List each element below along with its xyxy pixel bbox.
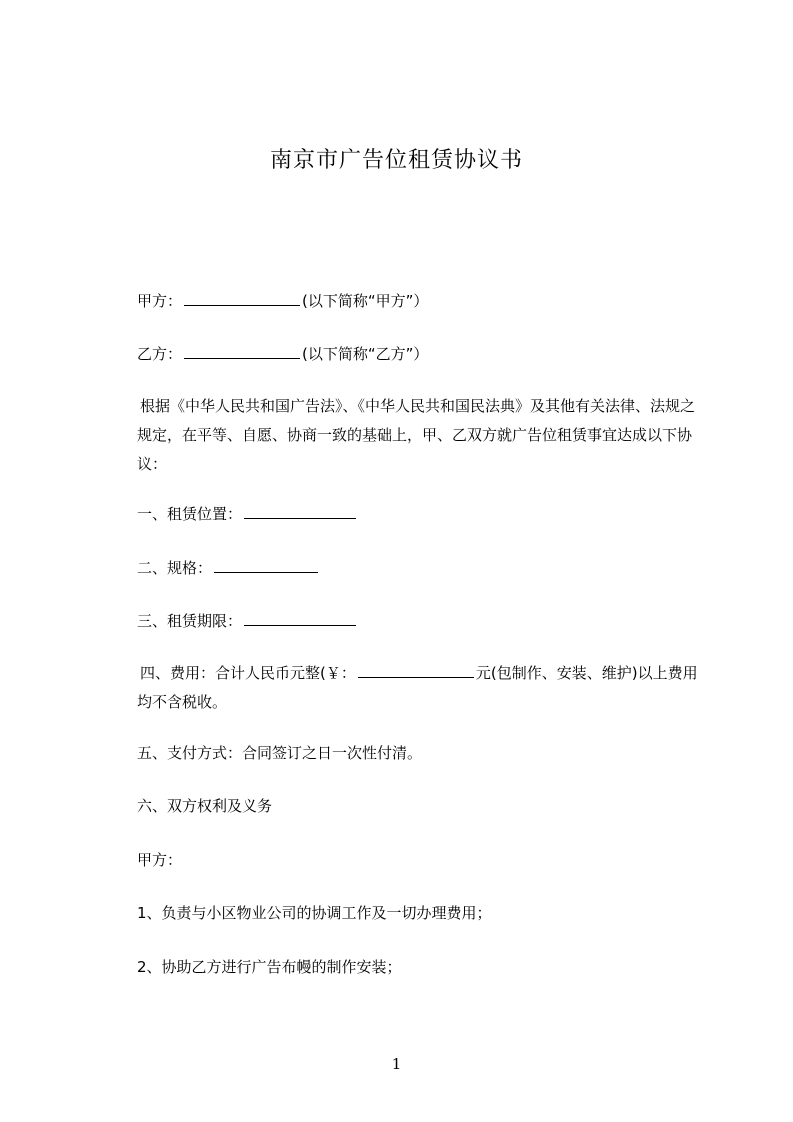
clause-4-paragraph — [137, 659, 705, 717]
document-title: 南京市广告位租赁协议书 — [269, 148, 523, 173]
clause-3-blank — [244, 610, 356, 626]
preamble-paragraph: 根据《中华人民共和国广告法》、《中华人民共和国民法典》及其他有关法律、法规之规定，在平等、自愿、协商一致的基础上，甲、乙双方就广告位租赁事宜达成以下协议： — [137, 397, 696, 473]
party-a-blank — [184, 290, 300, 306]
clause-3-label: 三、租赁期限： — [137, 612, 243, 630]
clause-1-line — [137, 503, 358, 525]
party-a-label: 甲方： — [137, 292, 183, 310]
clause-4-amount-blank — [358, 662, 474, 678]
party-b-line — [137, 343, 428, 365]
clause-4-suffix: 元(包制作、安装、维护)以上费用均不含税收。 — [137, 664, 698, 711]
clause-2-blank — [214, 557, 318, 573]
party-b-label: 乙方： — [137, 345, 183, 363]
duty-item-1: 1、负责与小区物业公司的协调工作及一切办理费用； — [137, 904, 492, 922]
clause-1-label: 一、租赁位置： — [137, 505, 243, 523]
party-b-suffix: (以下简称“乙方”） — [302, 345, 429, 363]
party-a-suffix: (以下简称“甲方”） — [302, 292, 429, 310]
clause-6-heading: 六、双方权利及义务 — [137, 797, 273, 815]
clause-2-label: 二、规格： — [137, 559, 213, 577]
clause-2-line — [137, 557, 320, 579]
clause-3-line — [137, 610, 358, 632]
party-a-duties-heading: 甲方： — [137, 851, 183, 869]
party-a-line — [137, 290, 428, 312]
clause-5-line: 五、支付方式：合同签订之日一次性付清。 — [137, 744, 423, 762]
clause-1-blank — [244, 503, 356, 519]
clause-4-prefix: 四、费用：合计人民币元整(￥： — [140, 664, 356, 682]
duty-item-2: 2、协助乙方进行广告布幔的制作安装； — [137, 958, 402, 976]
party-b-blank — [184, 343, 300, 359]
page-number: 1 — [391, 1055, 402, 1073]
